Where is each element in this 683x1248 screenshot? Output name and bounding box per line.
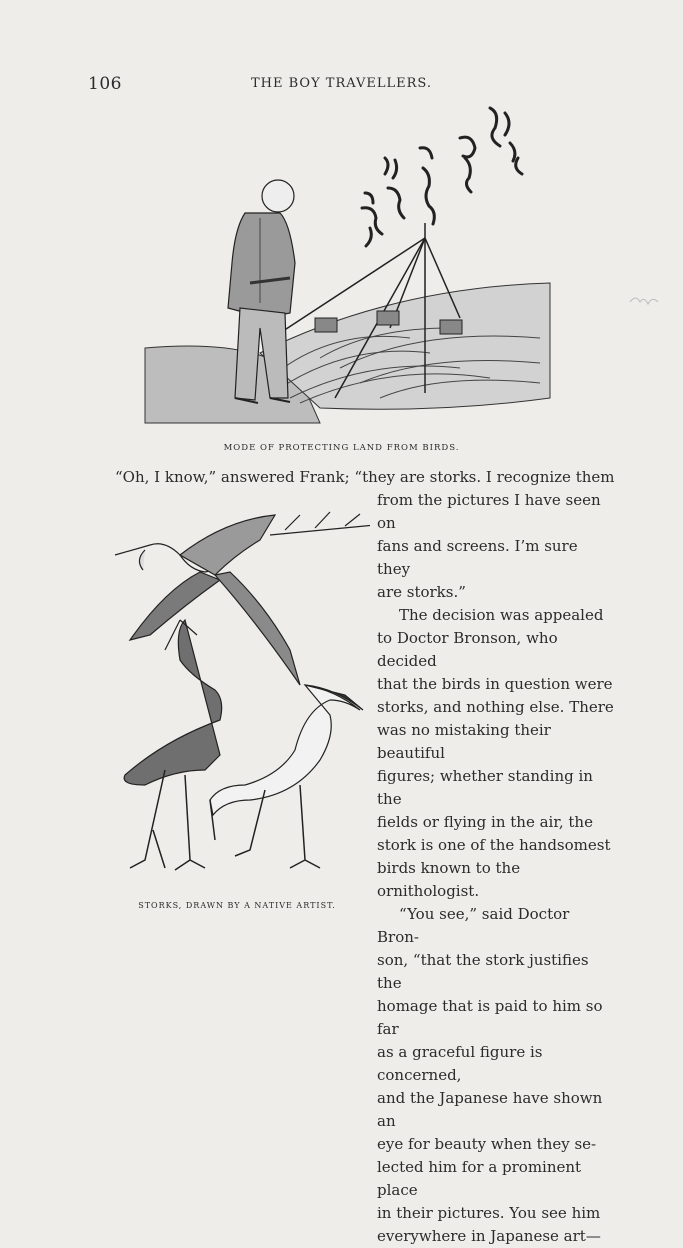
text-line: and the Japanese have shown an [377, 1089, 603, 1130]
text-line: fans and screens. I’m sure they [377, 537, 578, 578]
text-line: to Doctor Bronson, who decided [377, 629, 558, 670]
right-column-text [377, 489, 615, 1248]
flying-stork [115, 512, 370, 685]
text-line: was no mistaking their beautiful [377, 721, 551, 762]
bending-stork-right [210, 685, 363, 868]
text-line: in their pictures. You see him [377, 1204, 601, 1222]
text-line: from the pictures I have seen on [377, 491, 601, 532]
bleed-through-mark-icon [628, 290, 660, 308]
text-line: stork is one of the handsomest [377, 836, 611, 854]
text-line: homage that is paid to him so far [377, 997, 603, 1038]
storks-illustration [105, 500, 370, 895]
text-line: son, “that the stork justifies the [377, 951, 589, 992]
text-line: “You see,” said Doctor Bron- [377, 905, 570, 946]
text-line: figures; whether standing in the [377, 767, 593, 808]
text-line: birds known to the ornithologist. [377, 859, 521, 900]
paragraph-opening-line: “Oh, I know,” answered Frank; “they are storks. I recognize them [115, 468, 615, 486]
page-number: 106 [88, 74, 122, 94]
text-line: fields or flying in the air, the [377, 813, 593, 831]
standing-stork-left [124, 620, 221, 870]
text-line: as a graceful figure is concerned, [377, 1043, 543, 1084]
text-line: storks, and nothing else. There [377, 698, 614, 716]
farmer-illustration [140, 98, 560, 428]
calligraphy-icon [362, 108, 522, 246]
bottom-figure-caption: STORKS, DRAWN BY A NATIVE ARTIST. [138, 901, 336, 910]
text-line: eye for beauty when they se- [377, 1135, 597, 1153]
text-line: lected him for a prominent place [377, 1158, 582, 1199]
text-line: are storks.” [377, 583, 466, 601]
text-line: The decision was appealed [399, 606, 604, 624]
top-figure-caption: MODE OF PROTECTING LAND FROM BIRDS. [223, 443, 460, 453]
running-head: THE BOY TRAVELLERS. [251, 76, 432, 91]
text-line: that the birds in question were [377, 675, 613, 693]
text-line: everywhere in Japanese art— [377, 1227, 601, 1245]
